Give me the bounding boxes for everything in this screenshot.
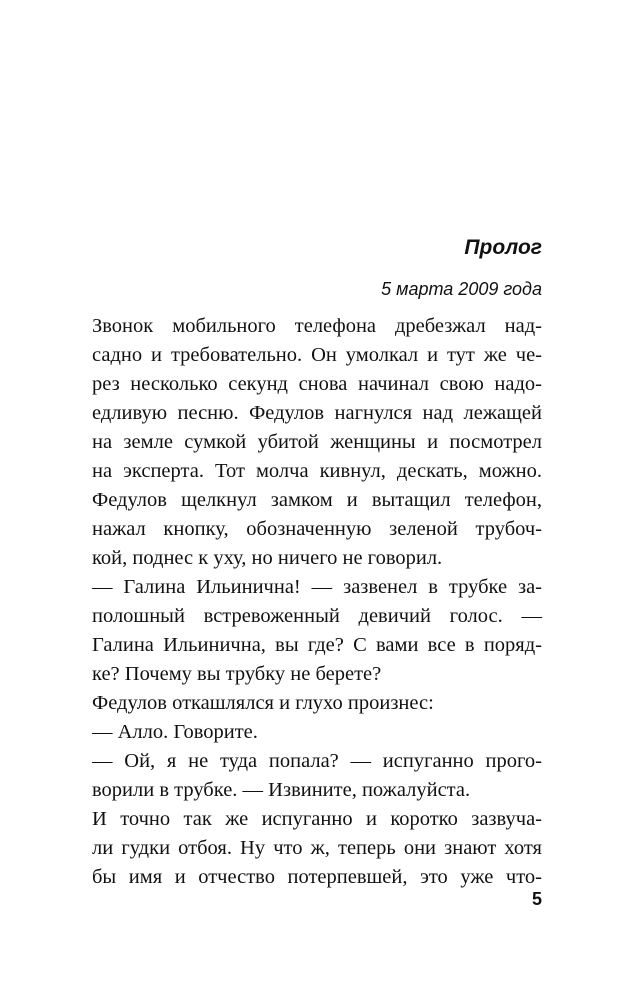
body-text <box>92 312 542 892</box>
text-line: полошный встревоженный девичий голос. — <box>92 605 542 627</box>
text-line: бы имя и отчество потерпевшей, это уже что- <box>92 866 542 888</box>
text-line: на земле сумкой убитой женщины и посмотрел <box>92 431 542 453</box>
text-line: — Ой, я не туда попала? — испуганно прого- <box>92 750 542 772</box>
chapter-date: 5 марта 2009 года <box>381 279 542 299</box>
page-number: 5 <box>531 889 542 909</box>
text-line: нажал кнопку, обозначенную зеленой трубоч- <box>92 518 542 540</box>
text-line: кой, поднес к уху, но ничего не говорил. <box>92 547 443 569</box>
text-line: едливую песню. Федулов нагнулся над лежащей <box>92 402 542 424</box>
text-line: Федулов откашлялся и глухо произнес: <box>92 692 434 714</box>
text-line: садно и требовательно. Он умолкал и тут же че- <box>92 344 542 366</box>
text-line: ли гудки отбоя. Ну что ж, теперь они знают хотя <box>92 837 542 859</box>
text-line: Федулов щелкнул замком и вытащил телефон, <box>92 489 542 511</box>
text-line: И точно так же испуганно и коротко зазвуча- <box>92 808 542 830</box>
text-line: рез несколько секунд снова начинал свою надо- <box>92 373 542 395</box>
text-line: ке? Почему вы трубку не берете? <box>92 663 382 685</box>
text-line: на эксперта. Тот молча кивнул, дескать, можно. <box>92 460 542 482</box>
text-line: ворили в трубке. — Извините, пожалуйста. <box>92 779 471 801</box>
chapter-title: Пролог <box>464 236 542 259</box>
text-line: Галина Ильинична, вы где? С вами все в поряд- <box>92 634 542 656</box>
text-line: — Галина Ильинична! — зазвенел в трубке за- <box>92 576 542 598</box>
text-line: Звонок мобильного телефона дребезжал над- <box>92 315 542 337</box>
text-line: — Алло. Говорите. <box>92 721 258 743</box>
